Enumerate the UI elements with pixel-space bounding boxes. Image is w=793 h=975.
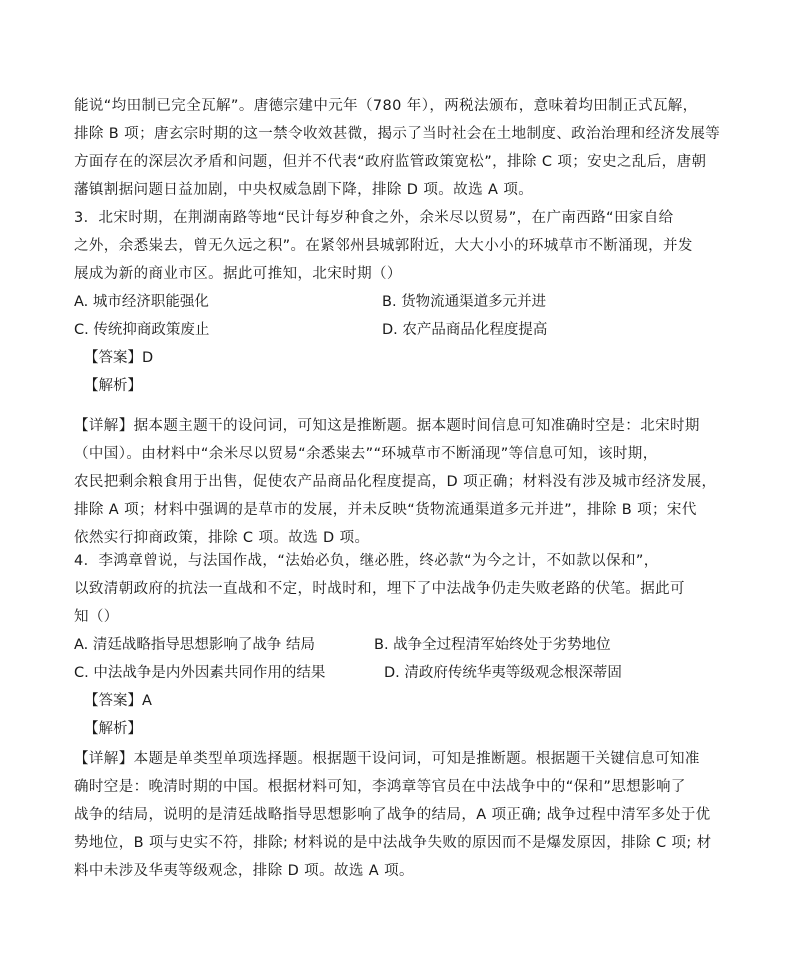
text-line: 【详解】本题是单类型单项选择题。根据题干设问词，可知是推断题。根据题干关键信息可知准 (74, 751, 700, 767)
text-line: 势地位，B 项与史实不符，排除; 材料说的是中法战争失败的原因而不是爆发原因，排除 C 项; 材 (74, 835, 712, 851)
prev-explanation (74, 92, 726, 204)
option-c: C. 中法战争是内外因素共同作用的结果 (74, 665, 326, 681)
question-4 (74, 547, 726, 743)
analysis-label: 【解析】 (84, 721, 142, 737)
option-d: D. 清政府传统华夷等级观念根深蒂固 (384, 665, 622, 681)
question-3-stem: 展成为新的商业市区。据此可推知，北宋时期（） (74, 266, 402, 282)
text-line: 能说“均田制已完全瓦解”。唐德宗建中元年（780 年），两税法颁布，意味着均田制正式瓦解， (74, 98, 698, 114)
option-a: A. 城市经济职能强化 (74, 294, 209, 310)
option-a: A. 清廷战略指导思想影响了战争 结局 (74, 637, 315, 653)
text-line: 料中未涉及华夷等级观念，排除 D 项。故选 A 项。 (74, 863, 414, 879)
question-3-stem: 3．北宋时期，在荆湖南路等地“民计每岁种食之外，余米尽以贸易”，在广南西路“田家自给 (74, 210, 674, 226)
option-b: B. 战争全过程清军始终处于劣势地位 (374, 637, 611, 653)
text-line: （中国）。由材料中“余米尽以贸易“余悉粜去”“环城草市不断涌现”等信息可知，该时期， (74, 446, 658, 462)
text-line: 方面存在的深层次矛盾和问题，但并不代表“政府监管政策宽松”，排除 C 项；安史之乱后，唐朝 (74, 154, 707, 170)
option-c: C. 传统抑商政策废止 (74, 322, 210, 338)
question-4-stem: 4．李鸿章曾说，与法国作战，“法始必负，继必胜，终必款“为今之计，不如款以保和”， (74, 553, 659, 569)
question-4-detail (74, 745, 726, 885)
text-line: 战争的结局，说明的是清廷战略指导思想影响了战争的结局，A 项正确; 战争过程中清军多处于优 (74, 807, 711, 823)
text-line: 排除 A 项；材料中强调的是草市的发展，并未反映“货物流通渠道多元并进”，排除 B 项；宋代 (74, 502, 697, 518)
analysis-label: 【解析】 (84, 378, 142, 394)
answer-label: 【答案】A (84, 693, 152, 709)
question-3-stem: 之外，余悉粜去，曾无久远之积”。在紧邻州县城郭附近，大大小小的环城草市不断涌现，并发 (74, 238, 693, 254)
options-row (74, 288, 726, 316)
question-4-stem: 知（） (74, 609, 119, 625)
options-row (74, 659, 726, 687)
question-3-detail (74, 412, 726, 552)
text-line: 藩镇割据问题日益加剧，中央权威急剧下降，排除 D 项。故选 A 项。 (74, 182, 534, 198)
option-d: D. 农产品商品化程度提高 (382, 322, 548, 338)
options-row (74, 631, 726, 659)
text-line: 排除 B 项；唐玄宗时期的这一禁令收效甚微，揭示了当时社会在土地制度、政治治理和经济发展等 (74, 126, 721, 142)
text-line: 确时空是：晚清时期的中国。根据材料可知，李鸿章等官员在中法战争中的“保和”思想影响了 (74, 779, 686, 795)
text-line: 农民把剩余粮食用于出售，促使农产品商品化程度提高，D 项正确；材料没有涉及城市经济发展， (74, 474, 717, 490)
question-4-stem: 以致清朝政府的抗法一直战和不定，时战时和，埋下了中法战争仍走失败老路的伏笔。据此可 (74, 581, 685, 597)
option-b: B. 货物流通渠道多元并进 (382, 294, 547, 310)
answer-label: 【答案】D (84, 350, 154, 366)
options-row (74, 316, 726, 344)
question-3 (74, 204, 726, 400)
text-line: 依然实行抑商政策，排除 C 项。故选 D 项。 (74, 530, 370, 546)
text-line: 【详解】据本题主题干的设问词，可知这是推断题。据本题时间信息可知准确时空是：北宋时期 (74, 418, 700, 434)
